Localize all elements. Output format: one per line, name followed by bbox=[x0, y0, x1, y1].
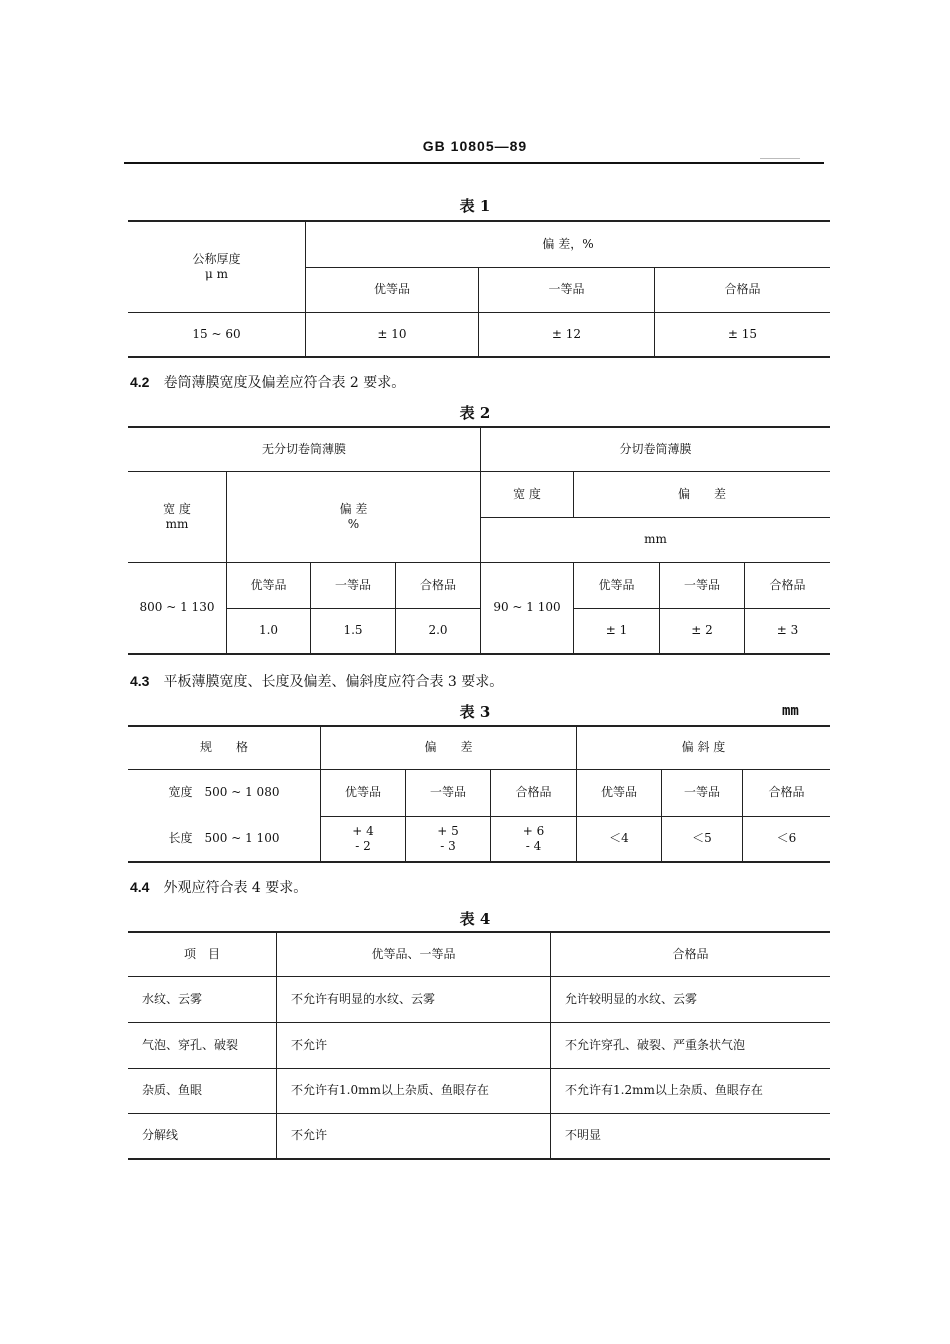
table4-item: 杂质、鱼眼 bbox=[142, 1083, 203, 1098]
table2-width-unit: mm bbox=[165, 517, 189, 531]
table4-top-grade: 不允许有明显的水纹、云雾 bbox=[291, 991, 436, 1006]
table1-grade: 合格品 bbox=[724, 282, 761, 297]
clause-4-2 bbox=[130, 372, 405, 392]
table1-caption: 表 1 bbox=[459, 197, 491, 215]
table2-dev-unit: % bbox=[347, 517, 360, 531]
table3-width-row: 宽度 500 ~ 1 080 bbox=[168, 785, 280, 800]
table2-value-slit: ± 3 bbox=[776, 623, 799, 638]
table2-value-slit: ± 2 bbox=[691, 623, 713, 638]
table3-caption: 表 3 bbox=[459, 703, 491, 721]
table2-width-label: 宽 度 bbox=[163, 502, 191, 516]
table3-dev-value bbox=[437, 824, 459, 854]
table2-dev-label: 偏 差 bbox=[339, 502, 368, 516]
table2-unit-slit: mm bbox=[644, 532, 667, 547]
table2-grade: 合格品 bbox=[419, 577, 456, 592]
tolerance-plus: + 4 bbox=[352, 824, 374, 838]
tolerance-minus: - 3 bbox=[440, 839, 456, 853]
table4-item: 气泡、穿孔、破裂 bbox=[142, 1037, 239, 1052]
table4-pass-grade: 不明显 bbox=[565, 1128, 602, 1143]
table2-value-unslit: 2.0 bbox=[428, 623, 448, 638]
tolerance-minus: - 2 bbox=[355, 839, 371, 853]
table3-dev-value bbox=[523, 824, 545, 854]
tolerance-plus: + 6 bbox=[522, 824, 545, 838]
table2-grade: 优等品 bbox=[598, 577, 635, 592]
table4-top-grade: 不允许 bbox=[291, 1037, 328, 1052]
tolerance-plus: + 5 bbox=[437, 824, 459, 838]
table3-dev-header: 偏 差 bbox=[424, 740, 473, 755]
clause-number: 4.2 bbox=[130, 374, 150, 390]
table4-header-item: 项 目 bbox=[183, 946, 220, 961]
table4-item: 水纹、云雾 bbox=[142, 991, 203, 1006]
table2-grade: 合格品 bbox=[769, 577, 806, 592]
table4-header-top-grade: 优等品、一等品 bbox=[371, 946, 456, 961]
clause-number: 4.4 bbox=[130, 879, 150, 895]
table2-dev-label-slit: 偏 差 bbox=[677, 486, 726, 501]
table2-value-slit: ± 1 bbox=[605, 623, 628, 638]
header-mark bbox=[760, 158, 800, 159]
clause-text: 外观应符合表 4 要求。 bbox=[163, 880, 308, 896]
table1-deviation-header: 偏 差，% bbox=[542, 236, 594, 251]
standard-code: GB 10805—89 bbox=[422, 138, 528, 154]
table2-value-unslit: 1.5 bbox=[343, 623, 363, 638]
table2-width-label-slit: 宽 度 bbox=[513, 486, 541, 501]
header-rule bbox=[124, 162, 824, 164]
table3-dev-value bbox=[352, 824, 374, 854]
table2-grade: 一等品 bbox=[683, 577, 720, 592]
table1-thickness-label: 公称厚度 bbox=[192, 252, 241, 266]
clause-4-3 bbox=[130, 671, 503, 691]
table3-skew-header: 偏 斜 度 bbox=[681, 740, 726, 755]
clause-number: 4.3 bbox=[130, 673, 150, 689]
table2-range-unslit: 800 ~ 1 130 bbox=[139, 600, 215, 615]
table1-value: ± 10 bbox=[377, 326, 407, 341]
table4-pass-grade: 不允许穿孔、破裂、严重条状气泡 bbox=[565, 1037, 746, 1052]
table1-value: ± 15 bbox=[727, 326, 758, 341]
table4-top-grade: 不允许有1.0mm以上杂质、鱼眼存在 bbox=[291, 1083, 489, 1098]
table2-grade: 一等品 bbox=[334, 577, 371, 592]
table3-skew-value: ＜5 bbox=[692, 831, 712, 846]
table1-thickness-unit: μ m bbox=[204, 267, 228, 281]
table3-skew-value: ＜6 bbox=[776, 831, 797, 846]
table4-pass-grade: 允许较明显的水纹、云雾 bbox=[565, 991, 698, 1006]
table4-caption: 表 4 bbox=[459, 910, 491, 928]
table3-grade: 优等品 bbox=[344, 785, 381, 800]
tolerance-minus: - 4 bbox=[525, 839, 542, 853]
table1-grade: 优等品 bbox=[373, 282, 410, 297]
table1-value: ± 12 bbox=[551, 326, 582, 341]
table4-top-grade: 不允许 bbox=[291, 1128, 328, 1143]
table3-skew-grade: 优等品 bbox=[600, 785, 637, 800]
table3-skew-grade: 一等品 bbox=[683, 785, 720, 800]
table2-group-unslit: 无分切卷筒薄膜 bbox=[261, 441, 346, 456]
table3-grade: 一等品 bbox=[429, 785, 466, 800]
table4-header-pass-grade: 合格品 bbox=[672, 946, 709, 961]
table3-spec-header: 规 格 bbox=[199, 740, 248, 755]
table2-range-slit: 90 ~ 1 100 bbox=[493, 600, 561, 615]
clause-4-4 bbox=[130, 877, 307, 897]
table1-grade: 一等品 bbox=[548, 282, 585, 297]
table2-grade: 优等品 bbox=[250, 577, 287, 592]
table2-group-slit: 分切卷筒薄膜 bbox=[619, 441, 692, 456]
clause-text: 平板薄膜宽度、长度及偏差、偏斜度应符合表 3 要求。 bbox=[163, 674, 504, 690]
table4-item: 分解线 bbox=[142, 1128, 179, 1143]
table3-unit: mm bbox=[782, 703, 799, 719]
table2-caption: 表 2 bbox=[459, 404, 491, 422]
table3-grade: 合格品 bbox=[515, 785, 552, 800]
table2-value-unslit: 1.0 bbox=[258, 623, 279, 638]
table4-pass-grade: 不允许有1.2mm以上杂质、鱼眼存在 bbox=[565, 1083, 763, 1098]
table3-skew-grade: 合格品 bbox=[768, 785, 805, 800]
table3-length-row: 长度 500 ~ 1 100 bbox=[168, 831, 280, 846]
table1-range: 15 ~ 60 bbox=[192, 326, 241, 341]
clause-text: 卷筒薄膜宽度及偏差应符合表 2 要求。 bbox=[163, 375, 406, 391]
table3-skew-value: ＜4 bbox=[609, 831, 629, 846]
